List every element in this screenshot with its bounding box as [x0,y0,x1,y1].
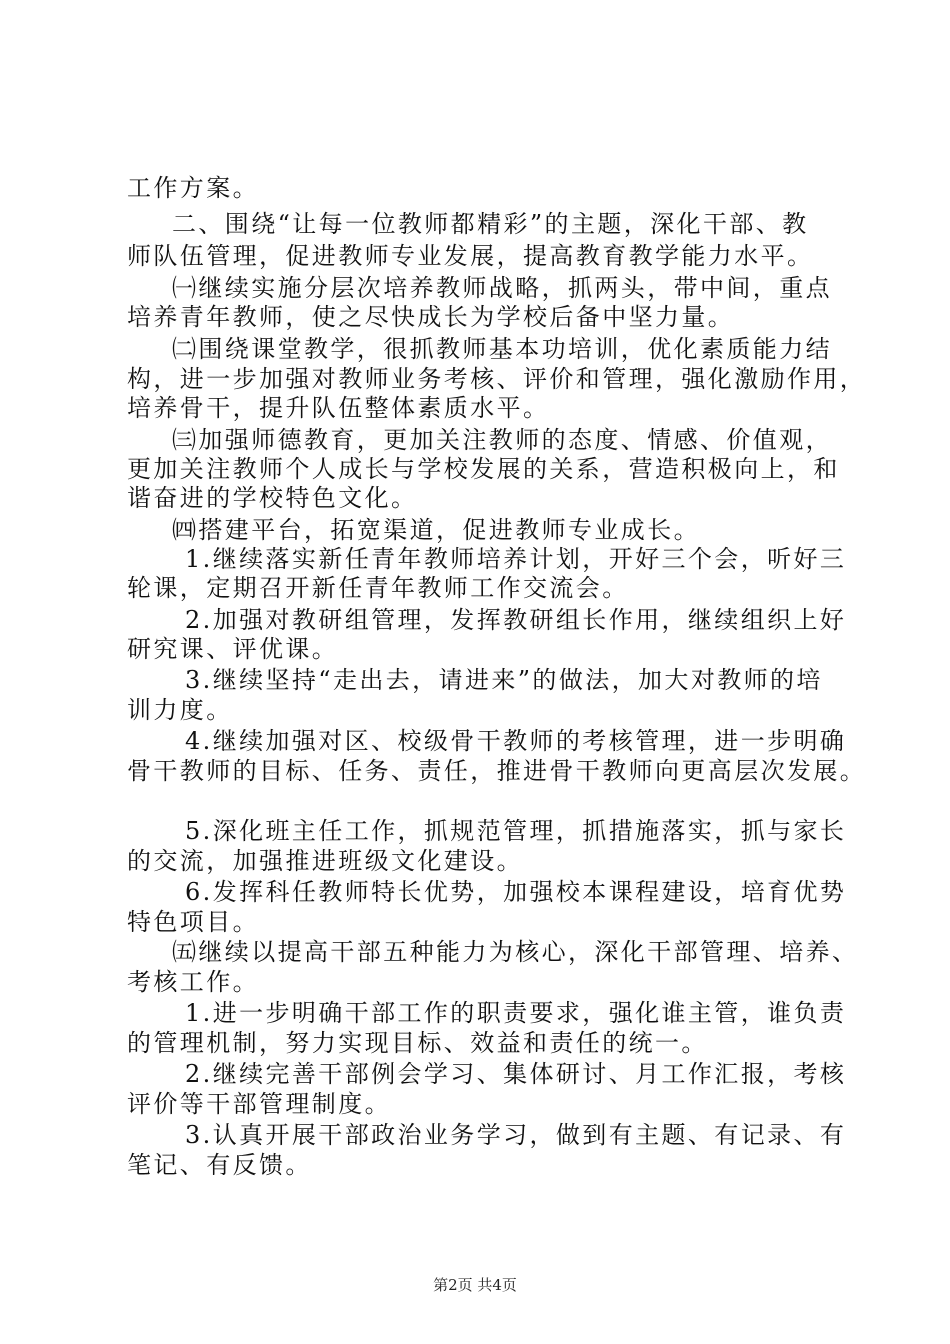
section-heading-line: 二、围绕“让每一位教师都精彩”的主题，深化干部、教 [172,210,809,238]
body-text-line: 培养青年教师，使之尽快成长为学校后备中坚力量。 [127,303,735,331]
body-text-line: 培养骨干，提升队伍整体素质水平。 [127,394,550,422]
body-text-line: 的交流，加强推进班级文化建设。 [127,847,523,875]
body-text-line: 3.继续坚持“走出去，请进来”的做法，加大对教师的培 [185,666,823,694]
body-text-line: 骨干教师的目标、任务、责任，推进骨干教师向更高层次发展。 [127,757,867,785]
body-text-line: ㈢加强师德教育，更加关注教师的态度、情感、价值观， [172,426,832,454]
body-text-line: ㈣搭建平台，拓宽渠道，促进教师专业成长。 [172,516,700,544]
body-text-line: 训力度。 [127,696,233,724]
body-text-line: 4.继续加强对区、校级骨干教师的考核管理，进一步明确 [185,727,847,755]
body-text-line: 谐奋进的学校特色文化。 [127,484,418,512]
body-text-line: 工作方案。 [127,174,259,202]
body-text-line: 轮课，定期召开新任青年教师工作交流会。 [127,574,629,602]
body-text-line: 1.进一步明确干部工作的职责要求，强化谁主管，谁负责 [185,999,847,1027]
body-text-line: 师队伍管理，促进教师专业发展，提高教育教学能力水平。 [127,242,814,270]
body-text-line: 特色项目。 [127,908,259,936]
body-text-line: 更加关注教师个人成长与学校发展的关系，营造积极向上，和 [127,455,840,483]
body-text-line: ㈡围绕课堂教学，很抓教师基本功培训，优化素质能力结 [172,335,832,363]
body-text-line: 研究课、评优课。 [127,635,339,663]
body-text-line: 2.继续完善干部例会学习、集体研讨、月工作汇报，考核 [185,1060,847,1088]
body-text-line: 3.认真开展干部政治业务学习，做到有主题、有记录、有 [185,1121,847,1149]
body-text-line: 的管理机制，努力实现目标、效益和责任的统一。 [127,1029,708,1057]
body-text-line: 1.继续落实新任青年教师培养计划，开好三个会，听好三 [185,545,847,573]
body-text-line: 评价等干部管理制度。 [127,1090,391,1118]
body-text-line: 6.发挥科任教师特长优势，加强校本课程建设，培育优势 [185,878,847,906]
body-text-line: 构，进一步加强对教师业务考核、评价和管理，强化激励作用， [127,365,867,393]
page-number-footer: 第2页 共4页 [433,1276,517,1294]
body-text-line: ㈤继续以提高干部五种能力为核心，深化干部管理、培养、 [172,938,859,966]
body-text-line: 笔记、有反馈。 [127,1151,312,1179]
body-text-line: ㈠继续实施分层次培养教师战略，抓两头，带中间，重点 [172,274,832,302]
body-text-line: 5.深化班主任工作，抓规范管理，抓措施落实，抓与家长 [185,817,847,845]
body-text-line: 考核工作。 [127,968,259,996]
body-text-line: 2.加强对教研组管理，发挥教研组长作用，继续组织上好 [185,606,847,634]
